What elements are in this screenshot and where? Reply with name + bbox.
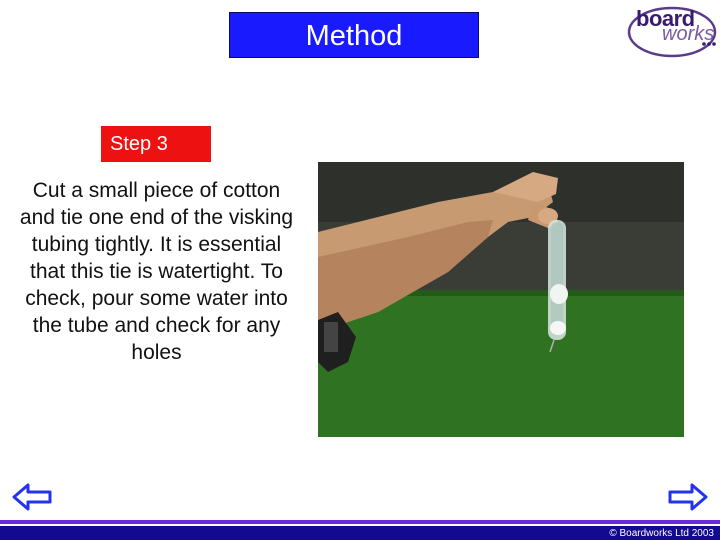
forward-button[interactable] [666, 480, 710, 514]
back-button[interactable] [10, 480, 54, 514]
experiment-photo [318, 162, 684, 437]
page-title: Method [229, 12, 479, 58]
logo-text-board: board [636, 6, 695, 31]
footer-divider [0, 520, 720, 524]
logo-text-works: works [662, 23, 715, 45]
arrow-left-icon [10, 480, 54, 514]
copyright-text: © Boardworks Ltd 2003 [609, 528, 714, 539]
arrow-right-icon [666, 480, 710, 514]
step-label: Step 3 [101, 126, 211, 162]
hand-holding-tube-image [318, 162, 684, 437]
boardworks-logo [626, 4, 718, 60]
step-instructions: Cut a small piece of cotton and tie one end of the visking tubing tightly. It is essential that this tie is watertight. To check, pour some water into the tube and check for any holes [19, 179, 294, 364]
